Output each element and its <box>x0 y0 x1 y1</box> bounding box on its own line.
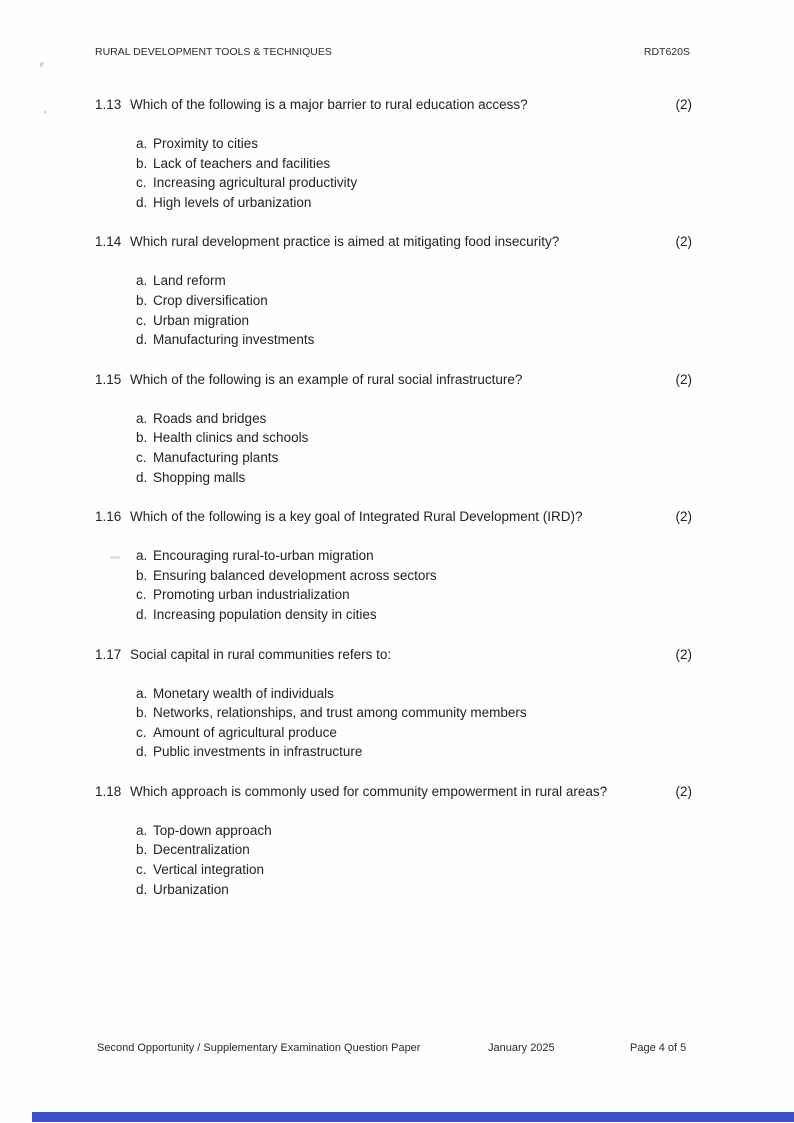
option-text: Top-down approach <box>153 822 272 838</box>
option-text: Vertical integration <box>153 862 265 878</box>
option-letter: b. <box>136 155 148 171</box>
footer-page-number: Page 4 of 5 <box>630 1042 687 1054</box>
question-marks: (2) <box>675 234 692 250</box>
option-letter: c. <box>136 449 147 465</box>
option-item <box>136 271 692 291</box>
option-text: Lack of teachers and facilities <box>153 155 331 171</box>
footer-date: January 2025 <box>488 1042 555 1054</box>
questions-section <box>95 95 692 919</box>
page-header <box>95 46 690 58</box>
option-letter: c. <box>136 862 147 878</box>
option-text: Monetary wealth of individuals <box>153 685 334 701</box>
option-text: Manufacturing investments <box>153 332 315 348</box>
option-letter: c. <box>136 175 147 191</box>
option-letter: a. <box>136 410 148 426</box>
question-line <box>95 232 692 251</box>
option-text: Networks, relationships, and trust among community members <box>153 705 527 721</box>
option-letter: b. <box>136 842 148 858</box>
option-letter: c. <box>136 312 147 328</box>
option-item <box>136 193 692 213</box>
option-text: Crop diversification <box>153 292 268 308</box>
question-marks: (2) <box>675 783 692 799</box>
option-item <box>136 448 692 468</box>
option-letter: d. <box>136 744 148 760</box>
option-item <box>136 566 692 586</box>
option-letter: a. <box>136 273 148 289</box>
option-item <box>136 409 692 429</box>
question-line <box>95 645 692 664</box>
option-letter: d. <box>136 881 148 897</box>
question-block-1-16 <box>95 507 692 624</box>
option-letter: a. <box>136 822 148 838</box>
footer-accent-bar <box>32 1112 794 1122</box>
question-text: Which approach is commonly used for community empowerment in rural areas? <box>130 783 608 799</box>
option-text: Increasing agricultural productivity <box>153 175 358 191</box>
option-item <box>136 134 692 154</box>
option-item <box>136 428 692 448</box>
option-letter: d. <box>136 332 148 348</box>
options-list <box>136 684 692 762</box>
option-text: Increasing population density in cities <box>153 606 377 622</box>
option-item <box>136 291 692 311</box>
question-number: 1.17 <box>95 646 122 662</box>
option-letter: c. <box>136 587 147 603</box>
option-item <box>136 605 692 625</box>
question-line <box>95 782 692 801</box>
question-marks: (2) <box>675 97 692 112</box>
option-text: Promoting urban industrialization <box>153 587 350 603</box>
option-item <box>136 860 692 880</box>
question-block-1-18 <box>95 782 692 899</box>
question-block-1-15 <box>95 370 692 487</box>
option-text: Roads and bridges <box>153 410 267 426</box>
question-number: 1.14 <box>95 234 122 250</box>
options-list <box>136 271 692 349</box>
option-letter: c. <box>136 724 147 740</box>
option-text: Ensuring balanced development across sectors <box>153 567 437 583</box>
option-item <box>136 468 692 488</box>
question-line <box>95 370 692 389</box>
option-item <box>136 585 692 605</box>
option-letter: b. <box>136 705 148 721</box>
option-letter: b. <box>136 430 148 446</box>
question-text: Which rural development practice is aimed at mitigating food insecurity? <box>130 234 560 250</box>
question-text: Social capital in rural communities refers to: <box>130 646 392 662</box>
option-text: Encouraging rural-to-urban migration <box>153 548 374 564</box>
option-item <box>136 684 692 704</box>
option-item <box>136 723 692 743</box>
option-item <box>136 703 692 723</box>
option-text: Amount of agricultural produce <box>153 724 337 740</box>
question-number: 1.16 <box>95 509 122 525</box>
option-letter: a. <box>136 685 148 701</box>
question-number: 1.13 <box>95 97 122 112</box>
options-list <box>136 409 692 487</box>
option-item <box>136 546 692 566</box>
options-list <box>136 546 692 624</box>
option-letter: d. <box>136 469 148 485</box>
scan-artifact <box>39 62 44 68</box>
option-text: Health clinics and schools <box>153 430 309 446</box>
course-code: RDT620S <box>643 46 690 58</box>
option-letter: b. <box>136 567 148 583</box>
option-letter: a. <box>136 548 148 564</box>
course-title: RURAL DEVELOPMENT TOOLS & TECHNIQUES <box>95 46 332 58</box>
page-footer <box>0 1042 794 1058</box>
option-letter: a. <box>136 136 148 151</box>
question-line <box>95 507 692 526</box>
question-block-1-13 <box>95 95 692 212</box>
scan-artifact <box>44 110 47 114</box>
question-block-1-14 <box>95 232 692 349</box>
option-letter: d. <box>136 606 148 622</box>
option-text: Urbanization <box>153 881 229 897</box>
option-text: Proximity to cities <box>153 136 259 151</box>
option-text: Land reform <box>153 273 226 289</box>
option-item <box>136 330 692 350</box>
options-list <box>136 821 692 899</box>
question-number: 1.18 <box>95 783 122 799</box>
question-line <box>95 95 692 114</box>
question-block-1-17 <box>95 645 692 762</box>
option-text: Decentralization <box>153 842 250 858</box>
option-item <box>136 880 692 900</box>
option-letter: d. <box>136 194 148 210</box>
question-marks: (2) <box>675 646 692 662</box>
option-item <box>136 840 692 860</box>
question-marks: (2) <box>675 509 692 525</box>
option-item <box>136 821 692 841</box>
option-text: High levels of urbanization <box>153 194 312 210</box>
option-item <box>136 154 692 174</box>
question-text: Which of the following is a key goal of Integrated Rural Development (IRD)? <box>130 509 583 525</box>
option-item <box>136 311 692 331</box>
footer-exam-title: Second Opportunity / Supplementary Examination Question Paper <box>97 1042 421 1054</box>
option-letter: b. <box>136 292 148 308</box>
question-text: Which of the following is an example of rural social infrastructure? <box>130 371 523 387</box>
option-text: Public investments in infrastructure <box>153 744 363 760</box>
option-text: Shopping malls <box>153 469 246 485</box>
question-number: 1.15 <box>95 371 122 387</box>
option-item <box>136 742 692 762</box>
options-list <box>136 134 692 212</box>
option-item <box>136 173 692 193</box>
question-text: Which of the following is a major barrier to rural education access? <box>130 97 528 112</box>
question-marks: (2) <box>675 371 692 387</box>
option-text: Manufacturing plants <box>153 449 279 465</box>
option-text: Urban migration <box>153 312 250 328</box>
